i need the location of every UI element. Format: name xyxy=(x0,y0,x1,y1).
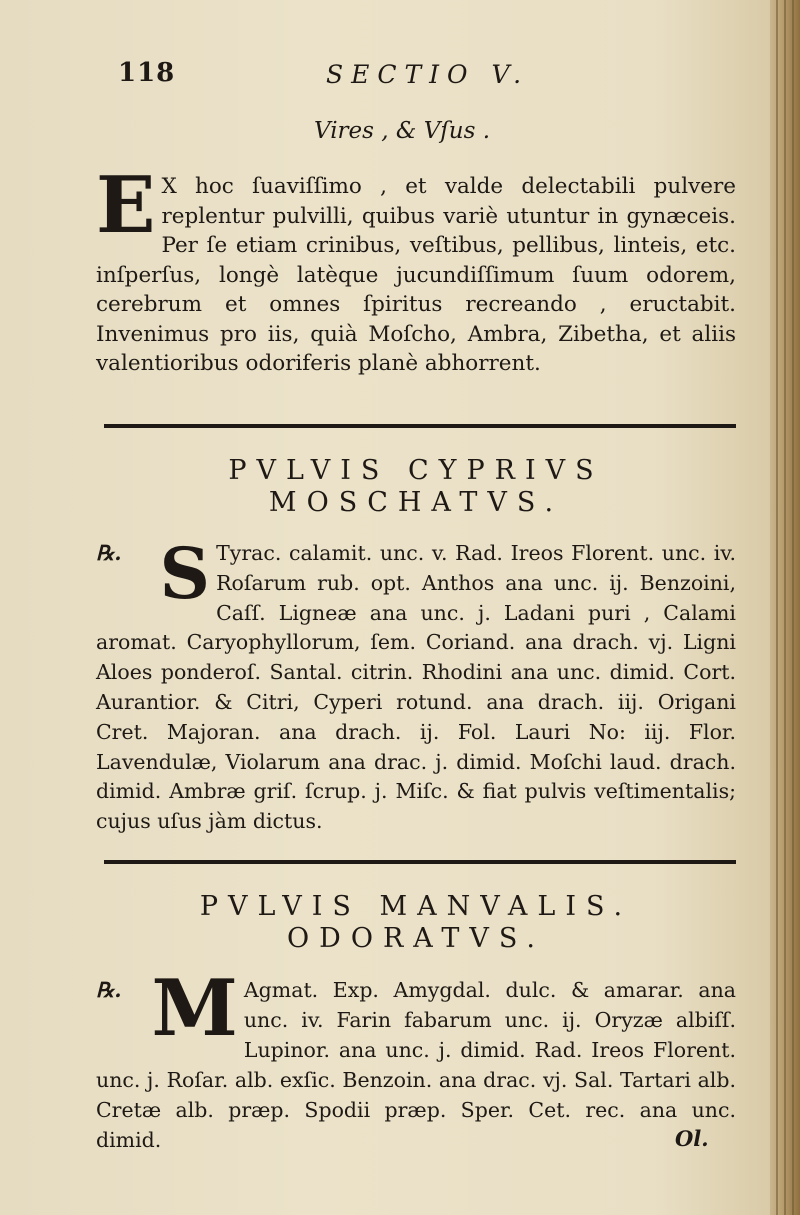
recipe-title-cyprius xyxy=(96,455,736,519)
page-edge-line xyxy=(776,0,778,1215)
drop-cap-e: E xyxy=(96,160,156,251)
book-edge xyxy=(770,0,800,1215)
page-number: 118 xyxy=(118,58,176,88)
recipe-manualis xyxy=(96,963,736,1155)
page-header xyxy=(118,58,738,98)
recipe-symbol: ℞. xyxy=(96,541,122,565)
recipe-title-manualis xyxy=(96,891,736,955)
title-line: ODORATVS. xyxy=(287,923,545,954)
drop-cap-m: M xyxy=(151,963,238,1054)
recipe-text: Tyrac. calamit. unc. v. Rad. Ireos Florent. unc. iv. Roſarum rub. opt. Anthos ana unc. ij. Benzoini, Caſſ. Ligneæ ana unc. j. Ladani puri , Calami aromat. Caryophyllorum, ſem. Coriand. ana drach. vj. Ligni Aloes ponderoſ. Santal. citrin. Rhodini ana unc. dimid. Cort. Aurantior. & Citri, Cyperi rotund. ana drach. iij. Origani Cret. Majoran. ana drach. ij. Fol. Lauri No: iij. Flor. Lavendulæ, Violarum ana drac. j. dimid. Moſchi laud. drach. dimid. Ambræ griſ. ſcrup. j. Miſc. & fiat pulvis veſtimentalis; cujus uſus jàm dictus. xyxy=(96,541,736,834)
recipe-text: Agmat. Exp. Amygdal. dulc. & amarar. ana unc. iv. Farin fabarum unc. ij. Oryzæ albiſſ. Lupinor. ana unc. j. dimid. Rad. Ireos Florent. unc. j. Roſar. alb. exſic. Benzoin. ana drac. vj. Sal. Tartari alb. Cretæ alb. præp. Spodii præp. Sper. Cet. rec. ana unc. dimid. xyxy=(96,978,736,1152)
paragraph-vires-usus xyxy=(96,160,736,379)
title-line: PVLVIS MANVALIS. xyxy=(199,891,633,922)
divider-rule xyxy=(104,860,736,864)
recipe-cyprius xyxy=(96,532,736,837)
title-line: MOSCHATVS. xyxy=(268,487,564,518)
catchword: Ol. xyxy=(675,1126,709,1151)
paragraph-text: X hoc ſuaviſſimo , et valde delectabili pulvere replentur pulvilli, quibus variè utuntur in gynæceis. Per ſe etiam crinibus, veſtibus, pellibus, linteis, etc. inſperſus, longè latèque jucundiſſimum ſuum odorem, cerebrum et omnes ſpiritus recreando , eructabit. Invenimus pro iis, quià Moſcho, Ambra, Zibetha, et aliis valentioribus odoriferis planè abhorrent. xyxy=(96,174,736,376)
running-head: SECTIO V. xyxy=(326,60,530,89)
section-subheading: Vires , & Vſus . xyxy=(314,118,491,144)
page-edge-line xyxy=(792,0,794,1215)
title-line: PVLVIS CYPRIVS xyxy=(228,455,604,486)
recipe-symbol: ℞. xyxy=(96,978,122,1002)
drop-cap-s: S xyxy=(159,532,211,615)
page-edge-line xyxy=(784,0,786,1215)
divider-rule xyxy=(104,424,736,428)
